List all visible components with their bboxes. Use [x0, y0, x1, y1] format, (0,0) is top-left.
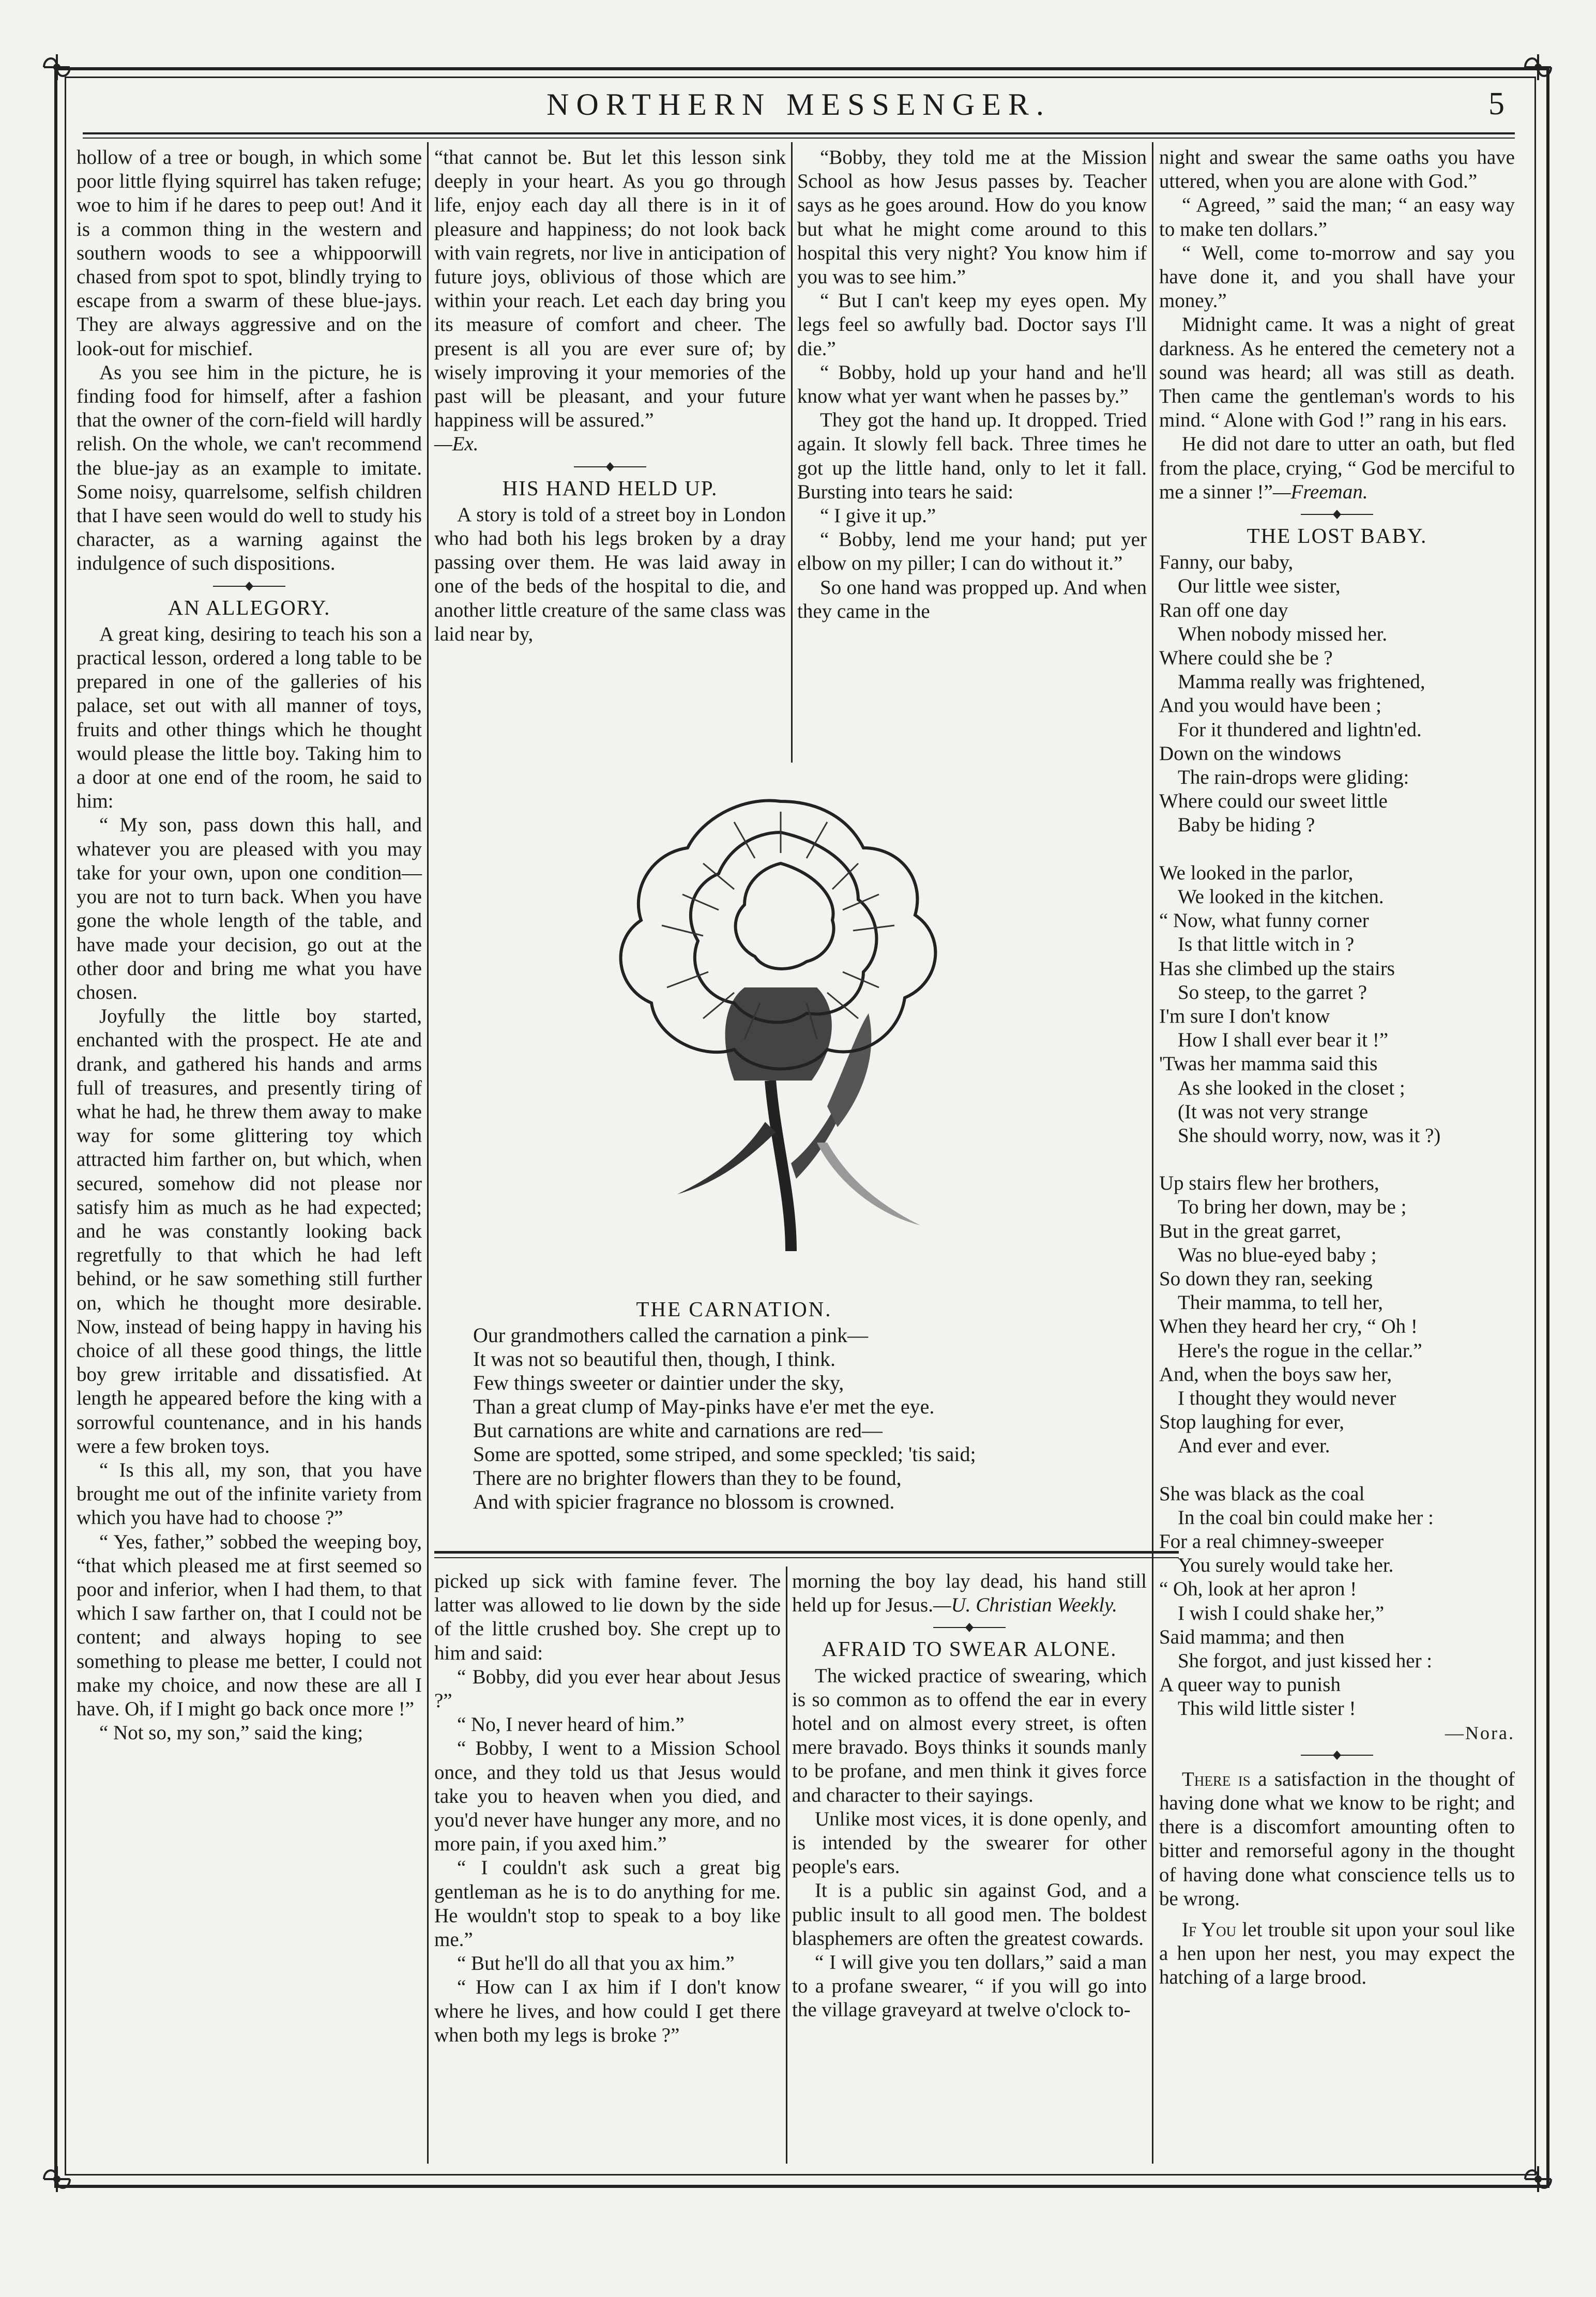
- article-heading: AFRAID TO SWEAR ALONE.: [822, 1637, 1117, 1661]
- column-rule: [427, 142, 429, 2164]
- poem-line: We looked in the kitchen.: [1178, 885, 1384, 908]
- divider-ornament-icon: [434, 457, 786, 472]
- poem-line: Their mamma, to tell her,: [1178, 1291, 1383, 1314]
- poem-line: Mamma really was frightened,: [1178, 671, 1425, 693]
- section-rule: [434, 1551, 1179, 1554]
- article-text: “ I give it up.”: [820, 505, 936, 527]
- poem-line: As she looked in the closet ;: [1178, 1076, 1405, 1099]
- poem-line: Few things sweeter or daintier under the sky,: [473, 1371, 844, 1394]
- article-text: “ Bobby, lend me your hand; put yer elbow on my piller; I can do without it.”: [797, 528, 1147, 575]
- poem-line: She was black as the coal: [1159, 1482, 1365, 1505]
- column-rule: [791, 142, 793, 763]
- article-text: “ No, I never heard of him.”: [457, 1713, 685, 1736]
- article-text: The wicked practice of swearing, which is so common as to offend the ear in every hotel and on almost every street, is often mere bravado. Boys thinks it sounds manly to be profane, and men think it gives force and character to their sayings.: [792, 1664, 1147, 1806]
- poem-line: Up stairs flew her brothers,: [1159, 1172, 1379, 1195]
- poem-line: Has she climbed up the stairs: [1159, 957, 1395, 980]
- poem-line: How I shall ever bear it !”: [1178, 1029, 1389, 1052]
- newspaper-title: NORTHERN MESSENGER.: [546, 87, 1051, 121]
- column-2-lower: [434, 1570, 781, 2047]
- lost-baby-poem: [1159, 551, 1515, 1721]
- article-text: morning the boy lay dead, his hand still held up for Jesus.: [792, 1570, 1147, 1617]
- stanza-break: [1159, 1148, 1515, 1172]
- article-text: A great king, desiring to teach his son a practical lesson, ordered a long table to be prepared in one of the galleries of his palace, set out with all manner of toys, fruits and other things which he thought would please the little boy. Taking him to a door at one end of the room, he said to him:: [77, 622, 422, 813]
- article-text: [1159, 432, 1515, 504]
- article-text: Joyfully the little boy started, enchanted with the prospect. He ate and drank, and gathered his hands and arms full of treasures, and presently tiring of what he had, he threw them away to make way for some glittering toy which attracted him farther on, but which, when secured, somehow did not please nor satisfy him as much as he had expected; and he was constantly looking back regretfully to that which he had left behind, or he saw something still further on, which he thought more desirable. Now, instead of being happy in having his choice of all these good things, the little boy grew irritable and dissatisfied. At length he appeared before the king with a sorrowful countenance, and in his hands were a few broken toys.: [77, 1005, 422, 1457]
- article-text: “ Yes, father,” sobbed the weeping boy, “that which pleased me at first seemed so poor and inferior, when I had them, to that which I saw farther on, that I could not be content; and always hoping to see something to please me better, I could not make my choice, and now these are all I have. Oh, if I might go back once more !”: [77, 1530, 422, 1720]
- poem-line: Our grandmothers called the carnation a pink—: [473, 1324, 869, 1347]
- poem-line: And ever and ever.: [1178, 1435, 1330, 1457]
- poem-line: You surely would take her.: [1178, 1554, 1394, 1577]
- poem-line: Down on the windows: [1159, 742, 1342, 765]
- article-text: [1159, 1768, 1515, 1911]
- article-heading: THE LOST BABY.: [1247, 524, 1427, 548]
- corner-ornament-icon: [1520, 2161, 1556, 2197]
- poem-line: For it thundered and lightn'ed.: [1178, 718, 1422, 741]
- page-number: 5: [1488, 86, 1504, 121]
- article-text: “ Is this all, my son, that you have brought me out of the infinite variety from which you have had to choose ?”: [77, 1458, 422, 1529]
- poem-line: “ Oh, look at her apron !: [1159, 1578, 1357, 1601]
- article-heading: AN ALLEGORY.: [168, 595, 331, 619]
- masthead-rule: [83, 138, 1515, 139]
- divider-ornament-icon: [77, 576, 422, 591]
- poem-line: 'Twas her mamma said this: [1159, 1053, 1378, 1075]
- column-3-upper: [797, 146, 1147, 623]
- poem-line: We looked in the parlor,: [1159, 861, 1354, 884]
- masthead-rule: [83, 132, 1515, 134]
- article-source: —Freeman.: [1272, 480, 1368, 503]
- article-text: a satisfaction in the thought of having done what we know to be right; and there is a discomfort amounting often to bitter and remorseful agony in the thought of having done what conscience tells us to be wrong.: [1159, 1768, 1515, 1910]
- poem-line: Our little wee sister,: [1178, 575, 1341, 598]
- poem-line: The rain-drops were gliding:: [1178, 766, 1409, 789]
- column-4: [1159, 146, 1515, 1990]
- column-rule: [1152, 142, 1153, 2164]
- poem-line: Some are spotted, some striped, and some speckled; 'tis said;: [473, 1442, 976, 1466]
- poem-line: But in the great garret,: [1159, 1220, 1341, 1242]
- article-source: —U. Christian Weekly.: [933, 1594, 1118, 1617]
- column-3-lower: [792, 1570, 1147, 2022]
- poem-line: And, when the boys saw her,: [1159, 1363, 1392, 1386]
- article-text: Midnight came. It was a night of great darkness. As he entered the cemetery not a sound was heard; all was still as death. Then came the gentleman's words to his mind. “ Alone with God !” rang in his ears.: [1159, 313, 1515, 432]
- poem-line: Where could she be ?: [1159, 647, 1333, 670]
- poem-line: And with spicier fragrance no blossom is crowned.: [473, 1490, 895, 1513]
- article-heading: HIS HAND HELD UP.: [502, 476, 718, 500]
- article-text: “ I couldn't ask such a great big gentleman as he is to do anything for me. He wouldn't stop to speak to a boy like me.”: [434, 1857, 781, 1951]
- divider-ornament-icon: [1159, 1745, 1515, 1760]
- poem-line: Ran off one day: [1159, 599, 1288, 621]
- poem-line: It was not so beautiful then, though, I think.: [473, 1347, 836, 1371]
- article-text: A story is told of a street boy in London who had both his legs broken by a dray passing over them. He was laid away in one of the beds of the hospital to die, and another little creature of the same class was laid near by,: [434, 503, 786, 645]
- poem-line: Fanny, our baby,: [1159, 551, 1294, 574]
- article-text: let trouble sit upon your soul like a hen upon her nest, you may expect the hatching of a large brood.: [1159, 1919, 1515, 1989]
- poem-line: To bring her down, may be ;: [1178, 1196, 1407, 1219]
- corner-ornament-icon: [1520, 49, 1556, 85]
- column-rule: [786, 1566, 787, 2164]
- poem-line: But carnations are white and carnations are red—: [473, 1419, 883, 1442]
- poem-title: THE CARNATION.: [636, 1297, 832, 1321]
- poem-line: So steep, to the garret ?: [1178, 981, 1367, 1003]
- poem-line: She should worry, now, was it ?): [1178, 1124, 1441, 1147]
- section-rule: [434, 1557, 1179, 1558]
- poem-line: She forgot, and just kissed her :: [1178, 1649, 1433, 1672]
- poem-line: Is that little witch in ?: [1178, 933, 1355, 956]
- article-text: “ Bobby, I went to a Mission School once, and they told us that Jesus would take you to heaven when you died, and you'd never have hunger any more, and no more pain, if you axed him.”: [434, 1737, 781, 1855]
- article-text: “ Bobby, hold up your hand and he'll know what yer want when he passes by.”: [797, 361, 1147, 408]
- lead-in: There is: [1182, 1768, 1251, 1790]
- article-text: “ How can I ax him if I don't know where he lives, and how could I get there when both my legs is broke ?”: [434, 1976, 781, 2046]
- article-text: picked up sick with famine fever. The latter was allowed to lie down by the side of the little crushed boy. She crept up to him and said:: [434, 1570, 781, 1664]
- article-text: [1159, 1918, 1515, 1990]
- article-text: “ But I can't keep my eyes open. My legs feel so awfully bad. Doctor says I'll die.”: [797, 290, 1147, 360]
- article-text: “ Well, come to-morrow and say you have done it, and you shall have your money.”: [1159, 241, 1515, 312]
- poem-line: I'm sure I don't know: [1159, 1005, 1330, 1027]
- poem-line: There are no brighter flowers than they to be found,: [473, 1466, 902, 1489]
- poem-line: Baby be hiding ?: [1178, 814, 1315, 836]
- masthead: [83, 87, 1515, 128]
- poem-line: A queer way to punish: [1159, 1674, 1341, 1696]
- article-text: They got the hand up. It dropped. Tried again. It slowly fell back. Three times he got up the little hand, only to let it fall. Bursting into tears he said:: [797, 409, 1147, 503]
- article-text: [792, 1570, 1147, 1617]
- poem-line: So down they ran, seeking: [1159, 1267, 1373, 1290]
- poem-line: (It was not very strange: [1178, 1100, 1369, 1123]
- article-text: Unlike most vices, it is done openly, and is intended by the swearer for other people's ears.: [792, 1807, 1147, 1878]
- article-source: —Ex.: [434, 433, 479, 455]
- corner-ornament-icon: [39, 2161, 75, 2197]
- corner-ornament-icon: [39, 49, 75, 85]
- poem-line: Than a great clump of May-pinks have e'er met the eye.: [473, 1395, 935, 1418]
- poem-line: And you would have been ;: [1159, 694, 1381, 717]
- article-text: So one hand was propped up. And when they came in the: [797, 576, 1147, 622]
- poem-line: In the coal bin could make her :: [1178, 1506, 1434, 1529]
- divider-ornament-icon: [1159, 504, 1515, 520]
- article-text: night and swear the same oaths you have uttered, when you are alone with God.”: [1159, 146, 1515, 193]
- article-text: “ But he'll do all that you ax him.”: [457, 1952, 735, 1975]
- poem-line: When they heard her cry, “ Oh !: [1159, 1315, 1418, 1338]
- column-1: [77, 146, 422, 1745]
- stanza-break: [1159, 1458, 1515, 1482]
- article-text: “that cannot be. But let this lesson sink deeply in your heart. As you go through life, enjoy each day all there is in it of pleasure and happiness; do not look back with vain regrets, nor live in anticipation of future joys, oblivious of those which are within your reach. Let each day bring you its measure of comfort and cheer. The present is all you are ever sure of; by wisely improving it your memories of the past will be pleasant, and your future happiness will be assured.”: [434, 146, 786, 432]
- poem-signature: —Nora.: [1445, 1722, 1515, 1743]
- article-text: It is a public sin against God, and a public insult to all good men. The boldest blasphemers are often the greatest cowards.: [792, 1879, 1147, 1950]
- article-text: As you see him in the picture, he is finding food for himself, after a fashion that the owner of the corn-field will hardly relish. On the whole, we can't recommend the blue-jay as an example to imitate. Some noisy, quarrelsome, selfish children that I have seen would do well to study his character, as a warning against the indulgence of such dispositions.: [77, 361, 422, 575]
- poem-line: Stop laughing for ever,: [1159, 1411, 1345, 1434]
- article-text: “ I will give you ten dollars,” said a man to a profane swearer, “ if you will go into the village graveyard at twelve o'clock to-: [792, 1951, 1147, 2021]
- poem-line: Said mamma; and then: [1159, 1625, 1345, 1648]
- article-text: “ My son, pass down this hall, and whatever you are pleased with you may take for your own, upon one condition—you are not to turn back. When you have gone the whole length of the table, and have made your decision, go out at the other door and bring me what you have chosen.: [77, 814, 422, 1003]
- carnation-poem: [473, 1324, 1171, 1514]
- article-text: He did not dare to utter an oath, but fled from the place, crying, “ God be merciful to me a sinner !”: [1159, 433, 1515, 503]
- stanza-break: [1159, 838, 1515, 861]
- article-text: hollow of a tree or bough, in which some poor little flying squirrel has taken refuge; woe to him if he dares to peep out! And it is a common thing in the western and southern woods to see a whippoorwill chased from spot to spot, blindly trying to escape from a swarm of these blue-jays. They are always aggressive and on the look-out for mischief.: [77, 146, 422, 360]
- poem-line: When nobody missed her.: [1178, 622, 1388, 645]
- column-2-upper: [434, 146, 786, 646]
- article-text: “ Agreed, ” said the man; “ an easy way to make ten dollars.”: [1159, 194, 1515, 240]
- article-text: “ Not so, my son,” said the king;: [99, 1722, 363, 1744]
- lead-in: If You: [1182, 1919, 1237, 1941]
- poem-line: I wish I could shake her,”: [1178, 1602, 1385, 1624]
- divider-ornament-icon: [792, 1617, 1147, 1633]
- carnation-illustration: [548, 770, 1013, 1292]
- poem-line: “ Now, what funny corner: [1159, 909, 1369, 932]
- poem-line: Was no blue-eyed baby ;: [1178, 1243, 1377, 1266]
- poem-line: I thought they would never: [1178, 1387, 1396, 1409]
- article-text: “ Bobby, did you ever hear about Jesus ?”: [434, 1665, 781, 1712]
- poem-line: Here's the rogue in the cellar.”: [1178, 1339, 1422, 1362]
- poem-line: For a real chimney-sweeper: [1159, 1530, 1384, 1553]
- poem-line: Where could our sweet little: [1159, 790, 1388, 813]
- poem-line: This wild little sister !: [1178, 1697, 1356, 1720]
- article-text: “Bobby, they told me at the Mission School as how Jesus passes by. Teacher says as he goes around. How do you know but what he might come around to this hospital this very night? You know him if you was to see him.”: [797, 146, 1147, 288]
